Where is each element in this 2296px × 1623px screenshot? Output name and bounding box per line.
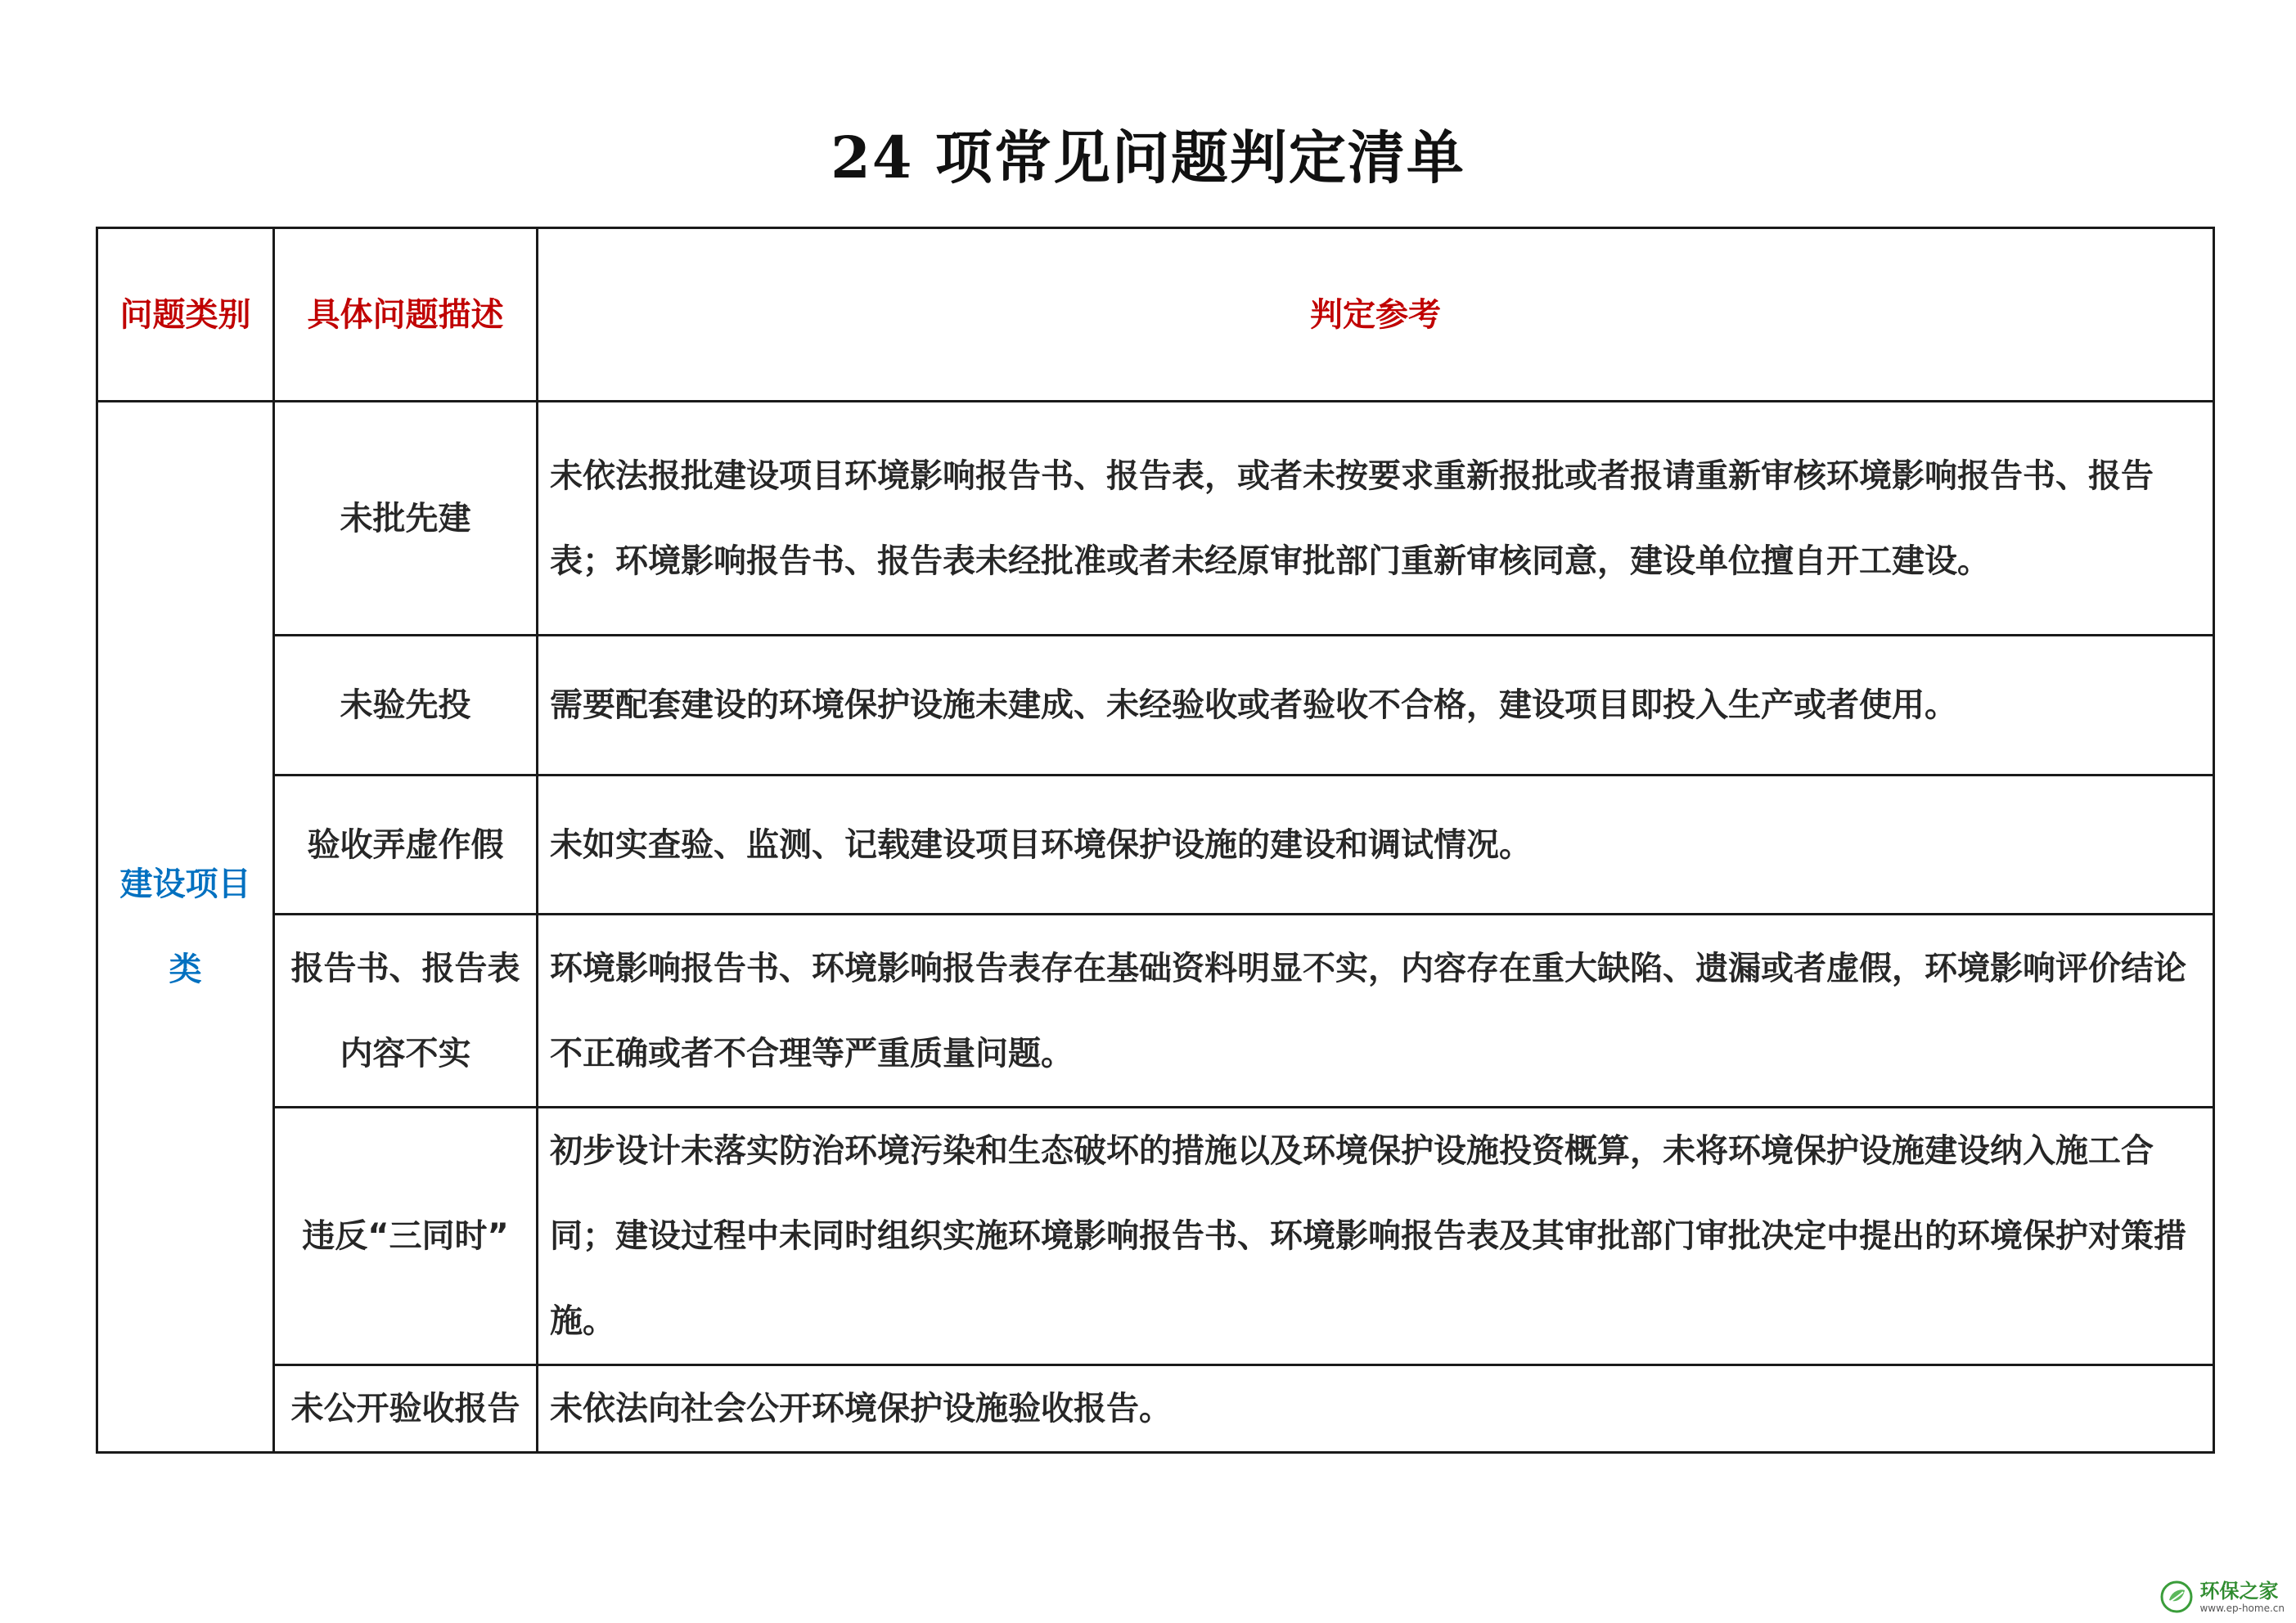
watermark-url: www.ep-home.cn	[2199, 1602, 2285, 1614]
reference-cell: 未如实查验、监测、记载建设项目环境保护设施的建设和调试情况。	[538, 776, 2214, 915]
header-issue: 具体问题描述	[274, 228, 538, 402]
table-row	[97, 776, 2214, 915]
issue-cell: 未公开验收报告	[274, 1365, 538, 1453]
table-row	[97, 1108, 2214, 1365]
leaf-logo-icon	[2160, 1580, 2193, 1613]
reference-cell: 初步设计未落实防治环境污染和生态破坏的措施以及环境保护设施投资概算，未将环境保护设施建设纳入施工合同；建设过程中未同时组织实施环境影响报告书、环境影响报告表及其审批部门审批决定中提出的环境保护对策措施。	[538, 1108, 2214, 1365]
issue-cell: 违反“三同时”	[274, 1108, 538, 1365]
watermark-name: 环保之家	[2199, 1579, 2279, 1603]
table-row	[97, 636, 2214, 776]
table-row	[97, 402, 2214, 636]
issue-cell: 报告书、报告表内容不实	[274, 915, 538, 1108]
category-cell: 建设项目类	[97, 402, 274, 1453]
page-title: 24 项常见问题判定清单	[831, 124, 1465, 191]
issue-cell: 未批先建	[274, 402, 538, 636]
issue-cell: 未验先投	[274, 636, 538, 776]
reference-cell: 环境影响报告书、环境影响报告表存在基础资料明显不实，内容存在重大缺陷、遗漏或者虚假，环境影响评价结论不正确或者不合理等严重质量问题。	[538, 915, 2214, 1108]
reference-cell: 未依法报批建设项目环境影响报告书、报告表，或者未按要求重新报批或者报请重新审核环境影响报告书、报告表；环境影响报告书、报告表未经批准或者未经原审批部门重新审核同意，建设单位擅自开工建设。	[538, 402, 2214, 636]
header-row	[97, 228, 2214, 402]
header-category: 问题类别	[97, 228, 274, 402]
table-row	[97, 915, 2214, 1108]
reference-cell: 需要配套建设的环境保护设施未建成、未经验收或者验收不合格，建设项目即投入生产或者使用。	[538, 636, 2214, 776]
issue-cell: 验收弄虚作假	[274, 776, 538, 915]
reference-cell: 未依法向社会公开环境保护设施验收报告。	[538, 1365, 2214, 1453]
issue-table	[96, 227, 2215, 1454]
table-row	[97, 1365, 2214, 1453]
watermark	[2160, 1580, 2285, 1613]
header-reference: 判定参考	[538, 228, 2214, 402]
